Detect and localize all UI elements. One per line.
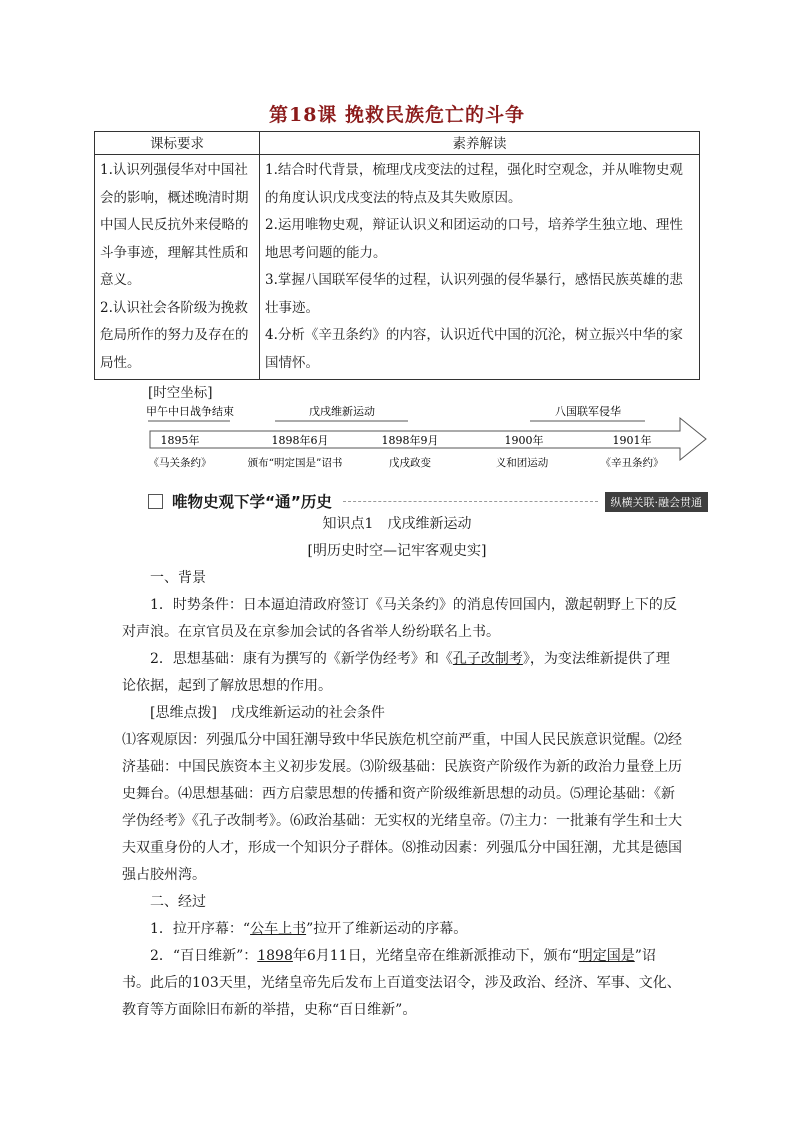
timeline-year: 1898年6月 — [271, 434, 329, 447]
banner-tag: 纵横关联·融会贯通 — [605, 492, 709, 512]
timeline-year: 1900年 — [504, 434, 544, 447]
literacy-item: 1.结合时代背景，梳理戊戌变法的过程，强化时空观念，并从唯物史观的角度认识戊戌变法的特点及其失败原因。 — [265, 162, 683, 206]
timeline — [140, 404, 710, 474]
paragraph: 1．时势条件：日本逼迫清政府签订《马关条约》的消息传回国内，激起朝野上下的反对声浪。在京官员及在京参加会试的各省举人纷纷联名上书。 — [122, 597, 677, 640]
timeline-event: 《辛丑条约》 — [600, 457, 664, 469]
timeline-year: 1898年9月 — [381, 434, 439, 447]
timeline-year: 1901年 — [612, 434, 652, 447]
text-run: ”拉开了维新运动的序幕。 — [306, 921, 468, 937]
knowledge-point-title: 知识点1 戊戌维新运动 — [322, 516, 472, 532]
text-run: 2．“百日维新”： — [150, 948, 258, 964]
banner-title: 唯物史观下学“通”历史 — [172, 493, 332, 511]
standards-cell — [95, 155, 260, 380]
timeline-label: [时空坐标] — [148, 385, 213, 401]
literacy-item: 4.分析《辛丑条约》的内容，认识近代中国的沉沦，树立振兴中华的家国情怀。 — [265, 327, 683, 371]
lesson-title: 第18课 挽救民族危亡的斗争 — [268, 104, 526, 126]
literacy-item: 3.掌握八国联军侵华的过程，认识列强的侵华暴行，感悟民族英雄的悲壮事迹。 — [265, 272, 683, 316]
standard-item: 1.认识列强侵华对中国社会的影响，概述晚清时期中国人民反抗外来侵略的斗争事迹，理解其性质和意义。 — [100, 162, 249, 288]
timeline-top-label: 八国联军侵华 — [555, 405, 621, 418]
section-heading: 一、背景 — [150, 570, 206, 586]
standards-table — [94, 131, 700, 380]
tip-title: [思维点拨] 戊戌维新运动的社会条件 — [150, 705, 385, 721]
underlined-term: 孔子改制考 — [452, 651, 523, 667]
literacy-cell — [260, 155, 700, 380]
literacy-item: 2.运用唯物史观，辩证认识义和团运动的口号，培养学生独立地、理性地思考问题的能力。 — [265, 217, 683, 261]
text-run: 2．思想基础：康有为撰写的《新学伪经考》和《 — [150, 651, 453, 667]
tip-body: ⑴客观原因：列强瓜分中国狂潮导致中华民族危机空前严重，中国人民民族意识觉醒。⑵经济基础：中国民族资本主义初步发展。⑶阶级基础：民族资产阶级作为新的政治力量登上历史舞台。⑷思想基础：西方启蒙思想的传播和资产阶级维新思想的动员。⑸理论基础：《新学伪经考》《孔子改制考》。⑹政治基础：无实权的光绪皇帝。⑺主力：一批兼有学生和士大夫双重身份的人才，形成一个知识分子群体。⑻推动因素：列强瓜分中国狂潮，尤其是德国强占胶州湾。 — [122, 732, 682, 883]
timeline-event: 《马关条约》 — [148, 457, 212, 469]
paragraph — [122, 916, 682, 943]
timeline-top-label: 甲午中日战争结束 — [146, 405, 234, 418]
standard-item: 2.认识社会各阶级为挽救危局所作的努力及存在的局性。 — [100, 299, 249, 371]
table-header-standards: 课标要求 — [95, 132, 260, 155]
timeline-year: 1895年 — [160, 434, 200, 447]
banner-divider — [343, 501, 598, 502]
timeline-event: 义和团运动 — [495, 457, 549, 469]
underlined-term: 1898 — [257, 948, 293, 964]
knowledge-point-subtitle: [明历史时空—记牢客观史实] — [307, 543, 487, 559]
text-run: ”诏书。此后的103天里，光绪皇帝先后发布上百道变法诏令，涉及政治、经济、军事、文化、教育等方面除旧布新的举措，史称“百日维新”。 — [122, 948, 681, 1018]
text-run: 1．拉开序幕：“ — [150, 921, 251, 937]
timeline-event: 颁布“明定国是”诏书 — [247, 457, 343, 469]
text-run: 》，为变法维新提供了理论依据，起到了解放思想的作用。 — [122, 651, 670, 694]
underlined-term: 公车上书 — [250, 921, 307, 937]
paragraph — [122, 943, 682, 1024]
timeline-event: 戊戌政变 — [389, 457, 431, 469]
section-heading: 二、经过 — [150, 894, 206, 910]
square-icon — [148, 494, 163, 509]
lesson-body — [122, 565, 682, 1024]
text-run: 年6月11日，光绪皇帝在维新派推动下，颁布“ — [292, 948, 579, 964]
section-banner — [148, 490, 708, 514]
paragraph — [122, 646, 682, 700]
timeline-top-label: 戊戌维新运动 — [309, 405, 375, 418]
underlined-term: 明定国是 — [578, 948, 635, 964]
table-header-literacy: 素养解读 — [260, 132, 700, 155]
